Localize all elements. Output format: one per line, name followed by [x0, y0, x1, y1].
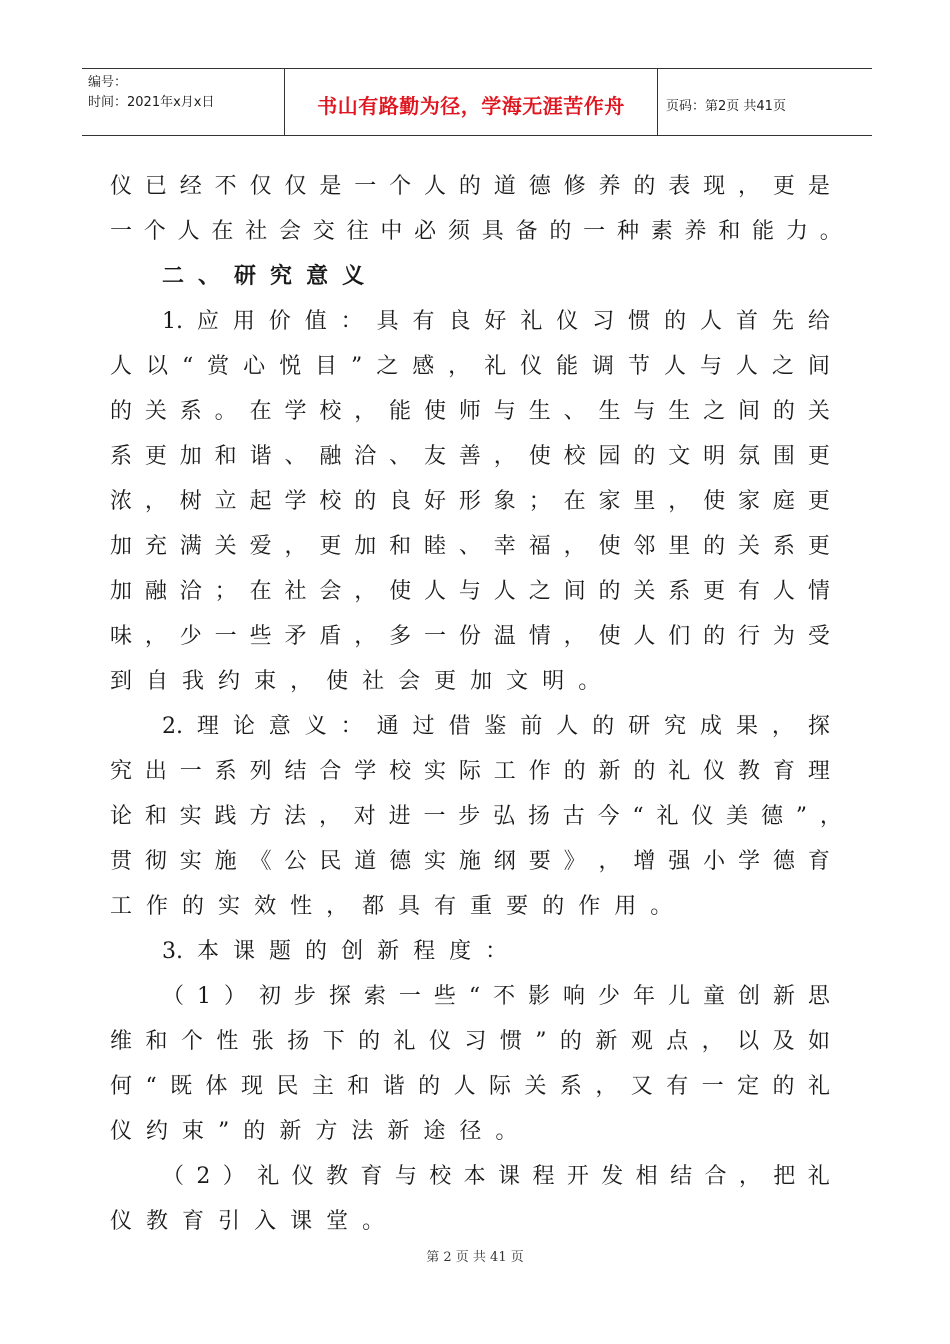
- body-line: 仪 已 经 不 仅 仅 是 一 个 人 的 道 德 修 养 的 表 现 ， 更 是: [110, 174, 830, 199]
- body-line: 何 “ 既 体 现 民 主 和 谐 的 人 际 关 系 ， 又 有 一 定 的 礼: [110, 1074, 830, 1099]
- body-line: （ 2 ） 礼 仪 教 育 与 校 本 课 程 开 发 相 结 合 ， 把 礼: [162, 1164, 830, 1189]
- header-motto: 书山有路勤为径，学海无涯苦作舟: [285, 69, 658, 135]
- body-line: 味 ， 少 一 些 矛 盾 ， 多 一 份 温 情 ， 使 人 们 的 行 为 受: [110, 624, 830, 649]
- body-line: 维 和 个 性 张 扬 下 的 礼 仪 习 惯 ” 的 新 观 点 ， 以 及 如: [110, 1029, 830, 1054]
- body-line: 仪 约 束 ” 的 新 方 法 新 途 径 。: [110, 1119, 518, 1144]
- body-line: 论 和 实 践 方 法 ， 对 进 一 步 弘 扬 古 今 “ 礼 仪 美 德 ” ，: [110, 804, 842, 829]
- document-body: [110, 164, 870, 1244]
- body-line: 3. 本 课 题 的 创 新 程 度 ：: [162, 939, 508, 964]
- body-line: 工 作 的 实 效 性 ， 都 具 有 重 要 的 作 用 。: [110, 894, 673, 919]
- time-label: 时间：2021年x月x日: [88, 95, 215, 110]
- body-line: 的 关 系 。 在 学 校 ， 能 使 师 与 生 、 生 与 生 之 间 的 关: [110, 399, 830, 424]
- body-line: 究 出 一 系 列 结 合 学 校 实 际 工 作 的 新 的 礼 仪 教 育 理: [110, 759, 830, 784]
- header-meta: [82, 69, 285, 135]
- body-line: （ 1 ） 初 步 探 索 一 些 “ 不 影 响 少 年 儿 童 创 新 思: [162, 984, 830, 1009]
- body-line: 加 融 洽 ； 在 社 会 ， 使 人 与 人 之 间 的 关 系 更 有 人 情: [110, 579, 830, 604]
- number-label: 编号：: [88, 75, 128, 90]
- page-footer: 第 2 页 共 41 页: [426, 1250, 524, 1265]
- body-line: 浓 ， 树 立 起 学 校 的 良 好 形 象 ； 在 家 里 ， 使 家 庭 更: [110, 489, 830, 514]
- body-line: 1. 应 用 价 值 ： 具 有 良 好 礼 仪 习 惯 的 人 首 先 给: [162, 309, 830, 334]
- page-header: [82, 68, 872, 136]
- body-line: 一 个 人 在 社 会 交 往 中 必 须 具 备 的 一 种 素 养 和 能 力 。: [110, 219, 842, 244]
- section-heading: 二 、 研 究 意 义: [162, 264, 365, 289]
- body-line: 2. 理 论 意 义 ： 通 过 借 鉴 前 人 的 研 究 成 果 ， 探: [162, 714, 830, 739]
- body-line: 仪 教 育 引 入 课 堂 。: [110, 1209, 385, 1234]
- body-line: 系 更 加 和 谐 、 融 洽 、 友 善 ， 使 校 园 的 文 明 氛 围 更: [110, 444, 830, 469]
- body-line: 贯 彻 实 施 《 公 民 道 德 实 施 纲 要 》 ， 增 强 小 学 德 育: [110, 849, 830, 874]
- body-line: 人 以 “ 赏 心 悦 目 ” 之 感 ， 礼 仪 能 调 节 人 与 人 之 间: [110, 354, 830, 379]
- header-page-info: 页码：第2页 共41页: [666, 98, 786, 114]
- body-line: 到 自 我 约 束 ， 使 社 会 更 加 文 明 。: [110, 669, 601, 694]
- body-line: 加 充 满 关 爱 ， 更 加 和 睦 、 幸 福 ， 使 邻 里 的 关 系 更: [110, 534, 830, 559]
